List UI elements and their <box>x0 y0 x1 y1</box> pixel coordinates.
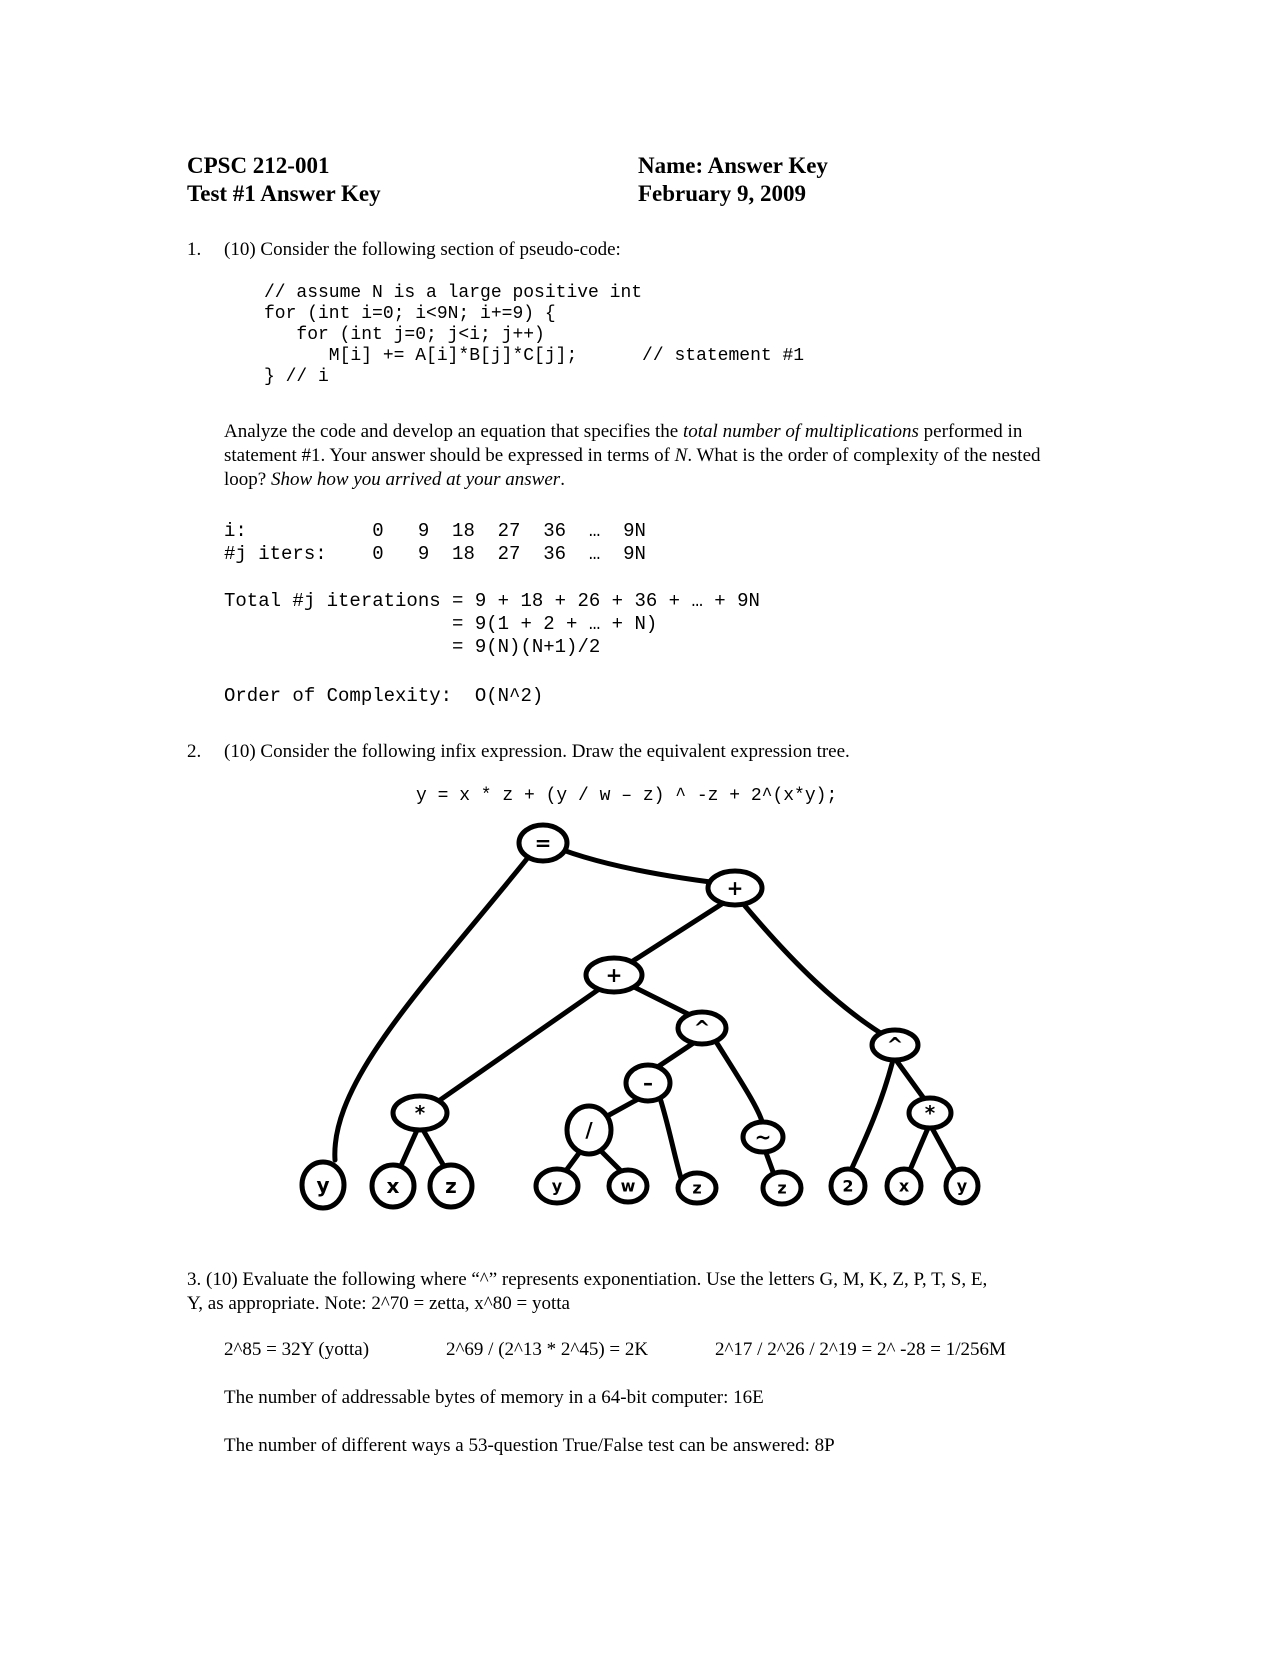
node-label: ^ <box>886 1033 904 1057</box>
q2-infix-expression: y = x * z + (y / w – z) ^ -z + 2^(x*y); <box>416 786 838 806</box>
tree-edges <box>335 842 955 1185</box>
tree-leaf-2 <box>831 1169 865 1203</box>
node-label: z <box>692 1178 702 1198</box>
node-label: – <box>643 1071 653 1095</box>
course-id: CPSC 212-001 <box>187 153 330 178</box>
node-label: x <box>898 1176 910 1196</box>
edge-caret-minus <box>656 1042 695 1068</box>
test-title: Test #1 Answer Key <box>187 181 381 206</box>
tree-plus-top-node <box>708 871 762 905</box>
node-label: + <box>726 876 744 900</box>
analyze-emphasis-1: total number of multiplications <box>683 421 919 442</box>
node-label: = <box>534 831 552 855</box>
edge-star-y2 <box>932 1128 955 1170</box>
q2-prompt: (10) Consider the following infix expression. Draw the equivalent expression tree. <box>224 741 850 762</box>
analyze-text-1: Analyze the code and develop an equation that specifies the <box>224 421 683 442</box>
q3-eval-yotta: 2^85 = 32Y (yotta) <box>224 1339 370 1360</box>
q3-intro: 3. (10) Evaluate the following where “^” represents exponentiation. Use the letters G, M, K, Z, P, T, S, E, <box>187 1269 988 1290</box>
tree-caret-right-node <box>872 1030 918 1060</box>
student-name: Name: Answer Key <box>638 153 828 178</box>
tree-leaf-y1 <box>302 1162 344 1208</box>
analyze-text-2: performed in statement #1. Your answer should be expressed in terms of <box>224 421 1023 466</box>
q2-number: 2. <box>187 741 202 762</box>
test-date: February 9, 2009 <box>638 181 807 206</box>
q1-code-block: // assume N is a large positive int for (int i=0; i<9N; i+=9) { for (int j=0; j<i; j++) M[i] += A[i]*B[j]*C[j]; // statement #1 } // i <box>264 283 805 387</box>
node-label: z <box>445 1174 457 1198</box>
tree-leaf-w <box>609 1170 647 1202</box>
tree-leaf-y3 <box>946 1169 978 1203</box>
edge-star-x <box>400 1128 418 1168</box>
node-label: / <box>585 1118 593 1142</box>
q3-memory-answer: The number of addressable bytes of memory in a 64-bit computer: 16E <box>224 1387 764 1408</box>
tree-leaf-x2 <box>887 1169 921 1203</box>
node-label: y <box>316 1173 330 1197</box>
node-label: y <box>551 1176 563 1196</box>
edge-caret-star <box>896 1060 925 1100</box>
edge-star-z <box>422 1128 445 1168</box>
node-label: + <box>605 963 623 987</box>
edge-caret-2 <box>852 1060 893 1168</box>
q1-number: 1. <box>187 239 202 260</box>
node-label: w <box>620 1176 636 1196</box>
edge-minus-z <box>660 1098 683 1185</box>
tree-div-node <box>567 1106 611 1154</box>
q3-truefalse-answer: The number of different ways a 53-question True/False test can be answered: 8P <box>224 1435 835 1456</box>
analyze-emphasis-2: N <box>674 445 688 466</box>
edge-plus-caret <box>740 900 892 1040</box>
tree-plus-mid-node <box>586 958 642 992</box>
q3-eval-mega: 2^17 / 2^26 / 2^19 = 2^ -28 = 1/256M <box>715 1339 1006 1360</box>
edge-plus-plus <box>622 900 728 968</box>
node-label: 2 <box>842 1176 854 1196</box>
analyze-text-3: . What is the order of complexity of the nested loop? <box>224 445 1041 490</box>
edge-plus-caret2 <box>630 985 690 1015</box>
edge-star-x2 <box>910 1128 928 1170</box>
analyze-text-4: . <box>560 469 565 490</box>
edge-plus-star <box>430 985 605 1107</box>
q1-total-iterations: Total #j iterations = 9 + 18 + 26 + 36 + … + 9N = 9(1 + 2 + … + N) = 9(N)(N+1)/2 <box>224 590 760 658</box>
tree-leaf-z1 <box>430 1165 472 1207</box>
tree-star-right-node <box>909 1098 951 1128</box>
tree-leaf-x1 <box>372 1165 414 1207</box>
tree-leaf-y2 <box>536 1169 578 1203</box>
node-label: * <box>414 1101 426 1125</box>
analyze-emphasis-3: Show how you arrived at your answer <box>270 469 561 490</box>
q1-prompt: (10) Consider the following section of pseudo-code: <box>224 239 621 260</box>
q1-order-of-complexity: Order of Complexity: O(N^2) <box>224 685 544 707</box>
node-label: * <box>924 1101 936 1125</box>
tree-leaf-z3 <box>763 1172 801 1204</box>
tree-minus-node <box>626 1065 670 1101</box>
edge-root-plus <box>543 842 735 885</box>
tree-caret-mid-node <box>678 1012 726 1044</box>
tree-leaf-z2 <box>678 1173 716 1203</box>
tree-star-left-node <box>393 1096 447 1130</box>
q1-iteration-table: i: 0 9 18 27 36 … 9N #j iters: 0 9 18 27 36 … 9N <box>224 520 646 565</box>
tree-root-node <box>519 825 567 861</box>
node-label: ~ <box>754 1125 772 1149</box>
tree-neg-node <box>743 1122 783 1152</box>
edge-caret-neg <box>715 1040 763 1125</box>
node-label: z <box>777 1178 787 1198</box>
node-label: x <box>386 1174 400 1198</box>
node-label: ^ <box>693 1016 711 1040</box>
node-label: y <box>956 1176 968 1196</box>
q3-intro-note: Y, as appropriate. Note: 2^70 = zetta, x^80 = yotta <box>187 1293 570 1314</box>
q3-eval-kilo: 2^69 / (2^13 * 2^45) = 2K <box>446 1339 649 1360</box>
